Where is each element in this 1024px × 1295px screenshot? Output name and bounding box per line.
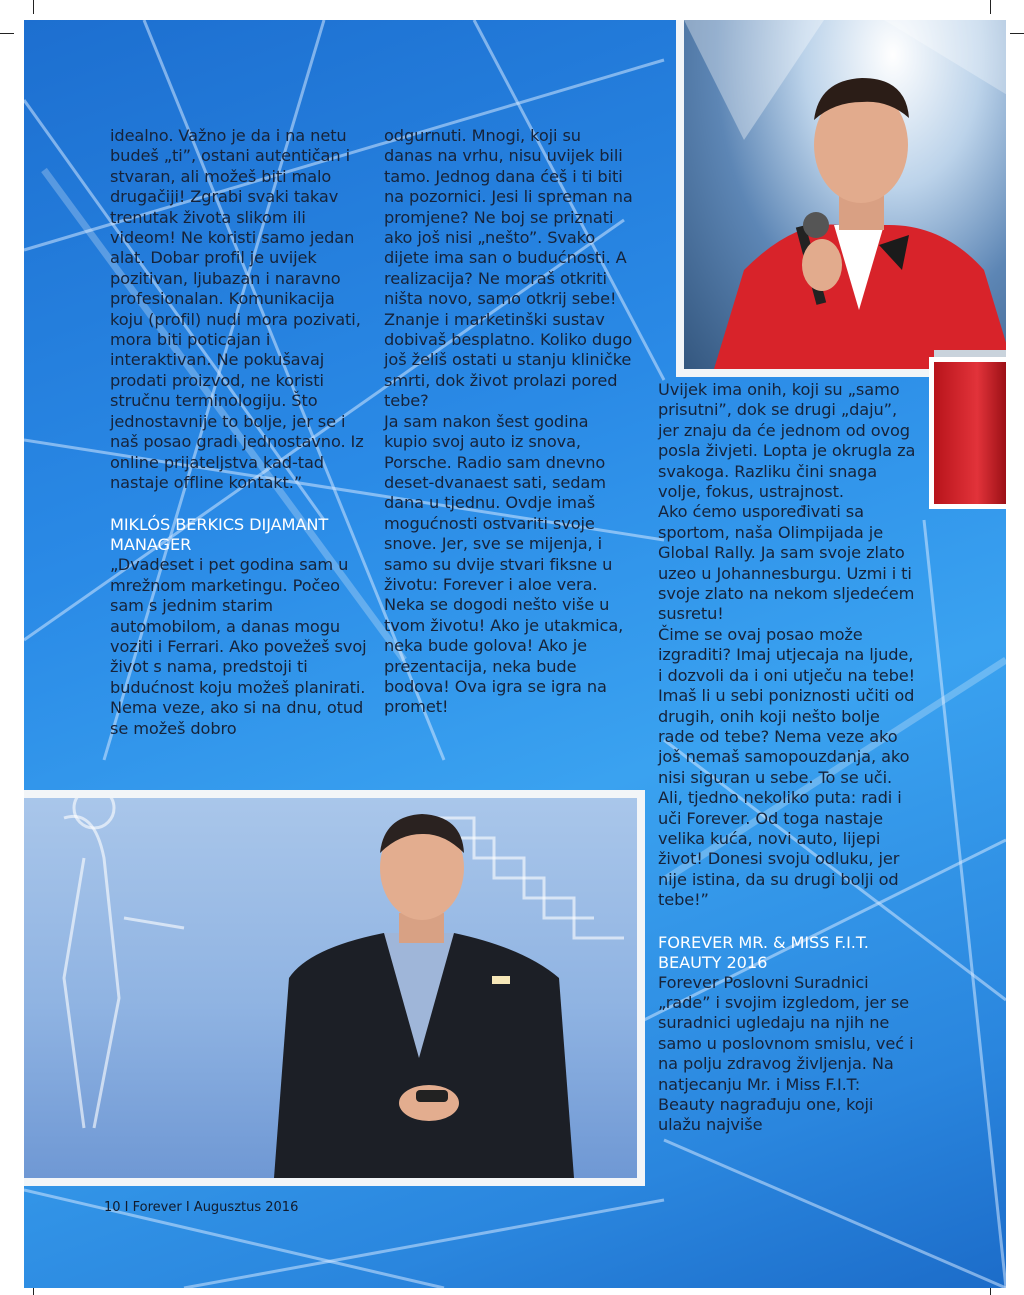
right-paragraph-2: Ako ćemo uspoređivati sa sportom, naša Olimpijada je Global Rally. Ja sam svoje zlato uzeo u Johannesburgu. Uzmi i ti svoje zlato na nekom sljedećem susretu! [658, 502, 915, 624]
crop-mark [0, 33, 14, 34]
speaker-red-jacket-figure [684, 20, 1006, 369]
crop-mark [1010, 33, 1024, 34]
photo-red-car-fragment [929, 357, 1006, 509]
crop-mark [33, 0, 34, 14]
section-heading-fit-beauty: FOREVER MR. & MISS F.I.T. BEAUTY 2016 [658, 932, 869, 972]
left-paragraph-1: idealno. Važno je da i na netu budeš „ti”, ostani autentičan i stvaran, ali možeš biti malo drugačiji! Zgrabi svaki takav trenutak života slikom ili videom! Ne koristi samo jedan alat. Dobar profil je uvijek pozitivan, ljubazan i naravno profesionalan. Komunikacija koju (profil) nudi mora pozivati, mora biti poticajan i interaktivan. Ne pokušavaj prodati proizvod, ne koristi stručnu terminologiju. Što jednostavnije to bolje, jer se i naš posao gradi jednostavno. Iz online prijateljstva kad-tad nastaje offline kontakt.” [110, 126, 364, 492]
speaker-on-stage-figure [24, 798, 637, 1178]
photo-speaker-on-stage [24, 790, 645, 1186]
crop-mark [990, 0, 991, 14]
middle-paragraph-2: Ja sam nakon šest godina kupio svoj auto iz snova, Porsche. Radio sam dnevno deset-dvanaest sati, sedam dana u tjednu. Ovdje imaš mogućnosti ostvariti svoje snove. Jer, sve se mijenja, i samo su dvije stvari fiksne u životu: Forever i aloe vera. Neka se dogodi nešto više u tvom životu! Ako je utakmica, neka bude golova! Ako je prezentacija, neka bude bodova! Ova igra se igra na promet! [384, 411, 624, 717]
right-paragraph-4: Forever Poslovni Suradnici „rade” i svojim izgledom, jer se suradnici ugledaju na njih ne samo u poslovnom smislu, već i na polju zdravog življenja. Na natjecanju Mr. i Miss F.I.T: Beauty nagrađuju one, koji ulažu najviše [658, 972, 914, 1135]
photo-speaker-red-jacket [676, 20, 1006, 377]
page-footer: 10 I Forever I Augusztus 2016 [104, 1200, 299, 1215]
middle-paragraph-1: odgurnuti. Mnogi, koji su danas na vrhu, nisu uvijek bili tamo. Jednog dana ćeš i ti biti na pozornici. Jesi li spreman na promjene? Ne boj se priznati ako još nisi „nešto”. Svako dijete ima san o budućnosti. A realizacija? Ne moraš otkriti ništa novo, samo otkrij sebe! Znanje i marketinški sustav dobivaš besplatno. Koliko dugo još želiš ostati u stanju kliničke smrti, dok život prolazi pored tebe? [384, 126, 633, 411]
left-paragraph-2: „Dvadeset i pet godina sam u mrežnom marketingu. Počeo sam s jednim starim automobilom, a danas mogu voziti i Ferrari. Ako povežeš svoj život s nama, predstoji ti budućnost koju možeš planirati. Nema veze, ako si na dnu, otud se možeš dobro [110, 555, 367, 738]
section-heading-berkics: MIKLÓS BERKICS DIJAMANT MANAGER [110, 515, 329, 555]
right-paragraph-3: Čime se ovaj posao može izgraditi? Imaj utjecaja na ljude, i dozvoli da i oni utječu na tebe! Imaš li u sebi poniznosti učiti od drugih, onih koji nešto bolje rade od tebe? Nema veze ako još nemaš samopouzdanja, ako nisi siguran u sebe. To se uči. Ali, tjedno nekoliko puta: radi i uči Forever. Od toga nastaje velika kuća, novi auto, lijepi život! Donesi svoju odluku, jer nije istina, da su drugi bolji od tebe!” [658, 624, 916, 910]
right-paragraph-1: Uvijek ima onih, koji su „samo prisutni”, dok se drugi „daju”, jer znaju da će jednom od ovog posla živjeti. Lopta je okrugla za svakoga. Razliku čini snaga volje, fokus, ustrajnost. [658, 380, 916, 502]
magazine-page [24, 20, 1006, 1288]
right-column [658, 380, 920, 1136]
middle-column [384, 126, 634, 718]
left-column [110, 126, 370, 739]
